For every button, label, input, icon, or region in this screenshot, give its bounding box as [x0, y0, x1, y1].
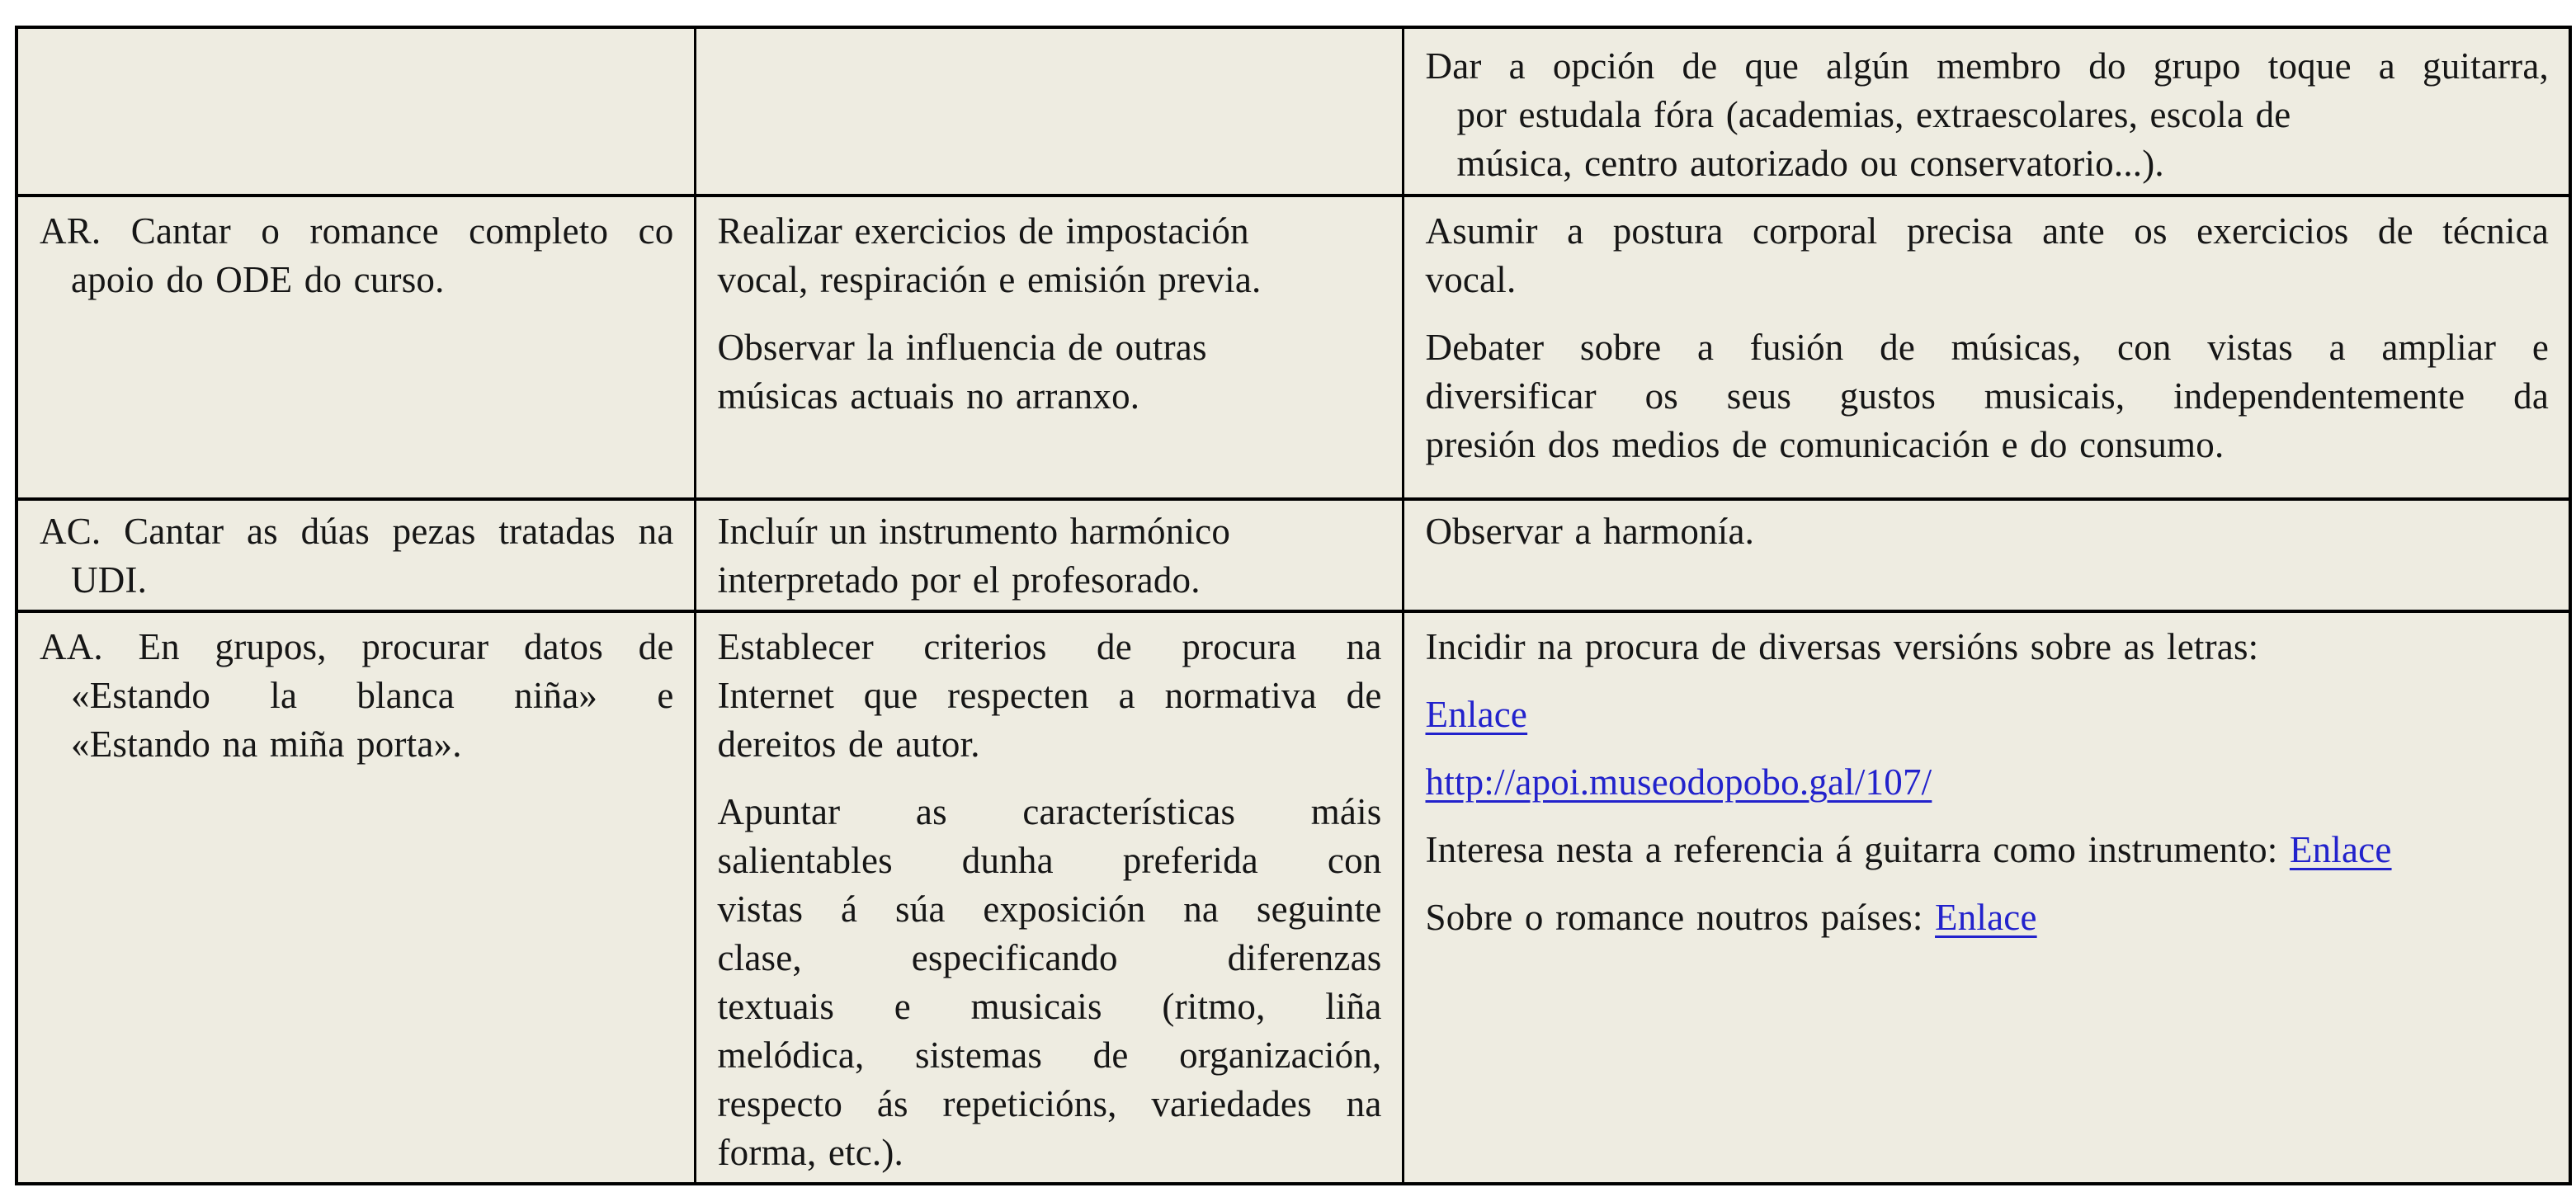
paragraph — [40, 507, 674, 605]
text-line: vocal. — [1425, 259, 1517, 300]
text-line: Realizar exercicios de impostación — [717, 210, 1249, 252]
paragraph — [718, 207, 1382, 304]
text-line: presión dos medios de comunicación e do consumo. — [1425, 424, 2225, 465]
paragraph — [1426, 207, 2550, 304]
text-line: respecto ás repeticións, variedades na — [717, 1083, 1382, 1124]
text-line: forma, etc.). — [717, 1132, 903, 1173]
paragraph — [718, 788, 1382, 1177]
text-line: Asumir a postura corporal precisa ante os exercicios de técnica — [1425, 210, 2549, 252]
paragraph — [1426, 42, 2550, 188]
romance-enlace-link[interactable]: Enlace — [1935, 897, 2037, 938]
apoi-museodopobo-url-link[interactable]: http://apoi.museodopobo.gal/107/ — [1425, 761, 1932, 803]
cell-r4c3 — [1403, 611, 2570, 1184]
text-line — [1426, 758, 2550, 807]
text-line — [1426, 826, 2550, 874]
cell-r1c3 — [1403, 27, 2570, 196]
text-line: vistas á súa exposición na seguinte — [717, 888, 1382, 930]
text-line: Establecer criterios de procura na — [717, 626, 1382, 667]
table-row-2 — [17, 196, 2570, 499]
text-line: salientables dunha preferida con — [717, 840, 1382, 881]
text-line: interpretado por el profesorado. — [717, 559, 1201, 601]
table-row-3 — [17, 499, 2570, 611]
text-line: melódica, sistemas de organización, — [717, 1034, 1382, 1076]
text-line: Incidir na procura de diversas versións sobre as letras: — [1425, 626, 2259, 667]
text-line: apoio do ODE do curso. — [71, 259, 445, 300]
text-line: AR. Cantar o romance completo co — [40, 210, 674, 252]
text-line: dereitos de autor. — [717, 723, 980, 765]
text-line: textuais e musicais (ritmo, liña — [717, 986, 1382, 1027]
activities-table — [15, 26, 2572, 1185]
paragraph — [1426, 893, 2550, 942]
text-line — [1426, 893, 2550, 942]
letras-enlace-link[interactable]: Enlace — [1425, 694, 1528, 735]
text-line: «Estando na miña porta». — [71, 723, 462, 765]
text-line: Debater sobre a fusión de músicas, con vistas a ampliar e — [1425, 327, 2549, 368]
text-line: clase, especificando diferenzas — [717, 937, 1382, 978]
paragraph — [40, 623, 674, 769]
table-row-1 — [17, 27, 2570, 196]
cell-r1c2 — [695, 27, 1403, 196]
guitarra-reference-text: Interesa nesta a referencia á guitarra como instrumento: — [1425, 829, 2290, 870]
text-line: UDI. — [71, 559, 148, 601]
text-line: Observar a harmonía. — [1425, 511, 1755, 552]
cell-r3c3 — [1403, 499, 2570, 611]
cell-r3c1 — [17, 499, 695, 611]
text-line: músicas actuais no arranxo. — [717, 375, 1140, 417]
cell-r3c2 — [695, 499, 1403, 611]
paragraph — [718, 507, 1382, 605]
cell-r2c3 — [1403, 196, 2570, 499]
paragraph — [1426, 758, 2550, 807]
paragraph — [1426, 690, 2550, 739]
text-line: Dar a opción de que algún membro do grupo toque a guitarra, — [1425, 45, 2549, 87]
paragraph — [1426, 623, 2550, 672]
cell-r4c2 — [695, 611, 1403, 1184]
text-line: Incluír un instrumento harmónico — [717, 511, 1231, 552]
cell-r2c2 — [695, 196, 1403, 499]
paragraph — [1426, 323, 2550, 469]
table-row-4 — [17, 611, 2570, 1184]
text-line: por estudala fóra (academias, extraescolares, escola de — [1456, 94, 2291, 135]
paragraph — [1426, 507, 2550, 556]
paragraph — [718, 623, 1382, 769]
paragraph — [718, 323, 1382, 421]
text-line: «Estando la blanca niña» e — [71, 675, 674, 716]
guitarra-enlace-link[interactable]: Enlace — [2289, 829, 2392, 870]
text-line: AC. Cantar as dúas pezas tratadas na — [40, 511, 674, 552]
paragraph — [1426, 826, 2550, 874]
text-line: Internet que respecten a normativa de — [717, 675, 1382, 716]
text-line: vocal, respiración e emisión previa. — [717, 259, 1262, 300]
text-line: AA. En grupos, procurar datos de — [40, 626, 674, 667]
text-line: música, centro autorizado ou conservatorio...). — [1456, 143, 2164, 184]
paragraph — [40, 207, 674, 304]
text-line — [1426, 690, 2550, 739]
romance-countries-text: Sobre o romance noutros países: — [1425, 897, 1936, 938]
text-line: diversificar os seus gustos musicais, independentemente da — [1425, 375, 2549, 417]
cell-r4c1 — [17, 611, 695, 1184]
text-line: Apuntar as características máis — [717, 791, 1382, 832]
cell-r1c1 — [17, 27, 695, 196]
text-line: Observar la influencia de outras — [717, 327, 1207, 368]
cell-r2c1 — [17, 196, 695, 499]
